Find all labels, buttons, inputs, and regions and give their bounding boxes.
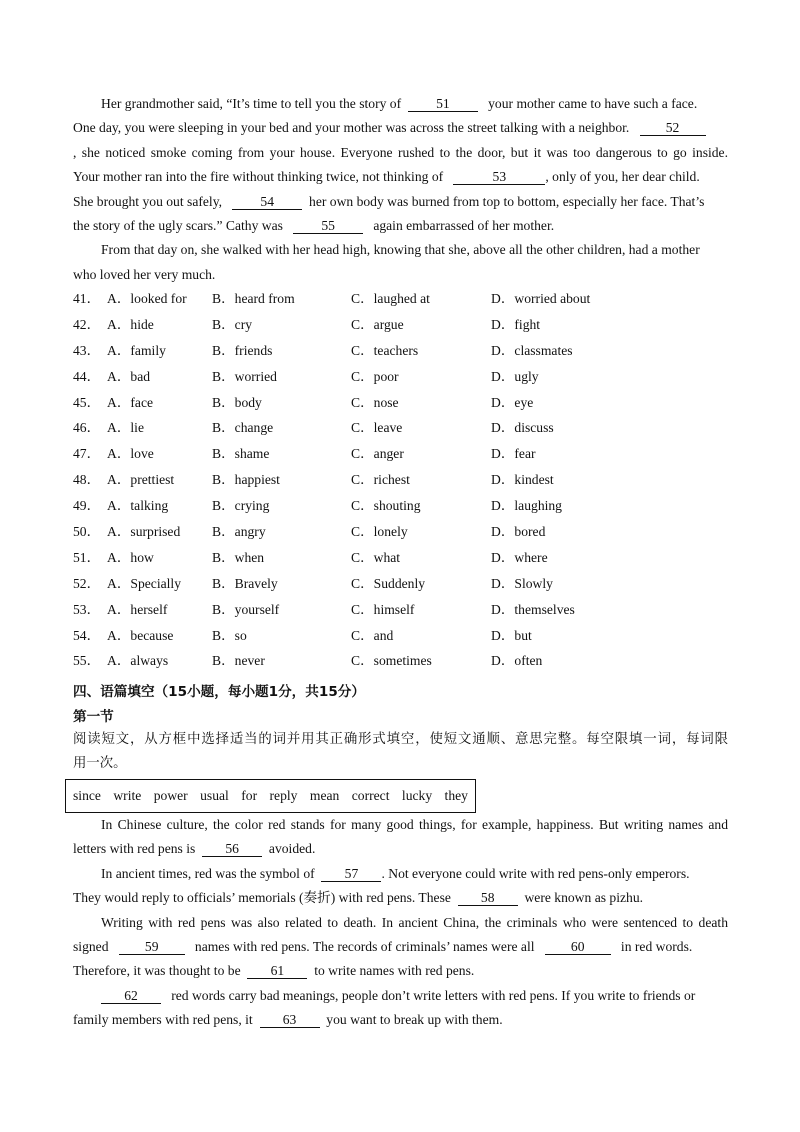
passage-line: , she noticed smoke coming from your house. Everyone rushed to the door, but it was too dangerous to go inside. <box>73 144 728 160</box>
option-row <box>73 390 728 416</box>
option-a[interactable]: A．prettiest <box>107 472 175 488</box>
option-b[interactable]: B．friends <box>212 342 273 358</box>
passage-line: They would reply to officials’ memorials (奏折) with red pens. These 58 were known as pizhu. <box>73 890 644 906</box>
option-b[interactable]: B．change <box>212 420 274 436</box>
word-box-word: write <box>113 788 142 803</box>
passage-line: Her grandmother said, “It’s time to tell you the story of 51 your mother came to have such a face. <box>101 96 698 111</box>
option-d[interactable]: D．where <box>491 549 548 565</box>
option-c[interactable]: C．leave <box>351 420 403 436</box>
option-b[interactable]: B．worried <box>212 368 277 384</box>
option-row <box>73 493 728 519</box>
option-d[interactable]: D．eye <box>491 394 534 410</box>
blank-62[interactable]: 62 <box>101 988 161 1004</box>
passage-line: Your mother ran into the fire without thinking twice, not thinking of 53 , only of you, her dear child. <box>73 169 700 185</box>
word-box-word: reply <box>269 788 298 803</box>
option-row <box>73 623 728 649</box>
passage-line: She brought you out safely, 54 her own body was burned from top to bottom, especially her face. That’s <box>73 193 705 209</box>
word-box-word: mean <box>309 788 340 803</box>
option-d[interactable]: D．Slowly <box>491 575 553 591</box>
part-title: 第一节 <box>73 709 114 725</box>
option-b[interactable]: B．Bravely <box>212 575 278 591</box>
option-b[interactable]: B．crying <box>212 498 270 514</box>
option-c[interactable]: C．laughed at <box>351 291 430 306</box>
word-box-word: usual <box>200 788 229 803</box>
option-c[interactable]: C．argue <box>351 316 404 332</box>
question-number: 45． <box>73 394 101 410</box>
option-row <box>73 545 728 571</box>
blank-51[interactable]: 51 <box>408 96 478 112</box>
word-box-word: correct <box>351 788 390 803</box>
question-number: 53． <box>73 601 101 617</box>
question-number: 50． <box>73 524 101 540</box>
option-d[interactable]: D．classmates <box>491 342 573 358</box>
passage-line: Therefore, it was thought to be 61 to write names with red pens. <box>73 963 475 979</box>
blank-59[interactable]: 59 <box>119 939 185 955</box>
option-row <box>73 338 728 364</box>
question-number: 52． <box>73 575 101 591</box>
option-a[interactable]: A．face <box>107 394 154 410</box>
option-row <box>73 364 728 390</box>
passage-line: signed 59 names with red pens. The records of criminals’ names were all 60 in red words. <box>73 938 693 954</box>
option-d[interactable]: D．themselves <box>491 601 575 617</box>
option-c[interactable]: C．poor <box>351 368 399 384</box>
blank-54[interactable]: 54 <box>232 194 302 210</box>
passage-line: the story of the ugly scars.” Cathy was 55 again embarrassed of her mother. <box>73 217 555 233</box>
question-number: 51． <box>73 549 101 565</box>
option-row <box>73 441 728 467</box>
options-list <box>73 286 728 674</box>
option-a[interactable]: A．surprised <box>107 524 181 540</box>
question-number: 55． <box>73 653 101 669</box>
option-a[interactable]: A．family <box>107 342 166 358</box>
question-number: 49． <box>73 498 101 514</box>
question-number: 46． <box>73 420 101 436</box>
passage-line: Writing with red pens was also related to death. In ancient China, the criminals who were sentenced to death <box>101 914 728 930</box>
option-d[interactable]: D．worried about <box>491 291 591 306</box>
passage-line: family members with red pens, it 63 you want to break up with them. <box>73 1012 503 1028</box>
option-row <box>73 571 728 597</box>
passage-red-pens <box>73 813 728 1033</box>
blank-60[interactable]: 60 <box>545 939 611 955</box>
option-a[interactable]: A．Specially <box>107 575 181 591</box>
passage-line: who loved her very much. <box>73 266 216 282</box>
passage-line: In ancient times, red was the symbol of 57 . Not everyone could write with red pens-only emperors. <box>101 865 690 881</box>
option-c[interactable]: C．himself <box>351 601 415 617</box>
option-row <box>73 286 728 312</box>
option-d[interactable]: D．fight <box>491 316 541 332</box>
option-c[interactable]: C．shouting <box>351 498 421 514</box>
word-box-word: they <box>444 788 468 803</box>
option-d[interactable]: D．bored <box>491 524 546 540</box>
option-c[interactable]: C．and <box>351 627 394 643</box>
blank-53[interactable]: 53 <box>453 169 545 185</box>
option-row <box>73 312 728 338</box>
blank-56[interactable]: 56 <box>202 841 262 857</box>
word-box-word: for <box>241 788 258 803</box>
section-title: 四、语篇填空（15小题，每小题1分，共15分） <box>73 684 365 700</box>
option-b[interactable]: B．happiest <box>212 472 280 488</box>
question-number: 48． <box>73 472 101 488</box>
option-b[interactable]: B．so <box>212 627 247 643</box>
option-a[interactable]: A．bad <box>107 368 151 384</box>
option-b[interactable]: B．when <box>212 549 265 565</box>
option-a[interactable]: A．herself <box>107 601 168 617</box>
option-a[interactable]: A．talking <box>107 498 169 514</box>
option-b[interactable]: B．yourself <box>212 601 280 617</box>
option-c[interactable]: C．sometimes <box>351 653 432 669</box>
option-d[interactable]: D．discuss <box>491 420 554 436</box>
option-b[interactable]: B．body <box>212 394 262 410</box>
option-d[interactable]: D．often <box>491 653 543 669</box>
word-box-word: since <box>73 788 101 803</box>
option-row <box>73 467 728 493</box>
option-b[interactable]: B．heard from <box>212 291 295 306</box>
blank-61[interactable]: 61 <box>247 963 307 979</box>
option-d[interactable]: D．fear <box>491 446 536 462</box>
option-row <box>73 415 728 441</box>
option-c[interactable]: C．what <box>351 549 401 565</box>
question-number: 54． <box>73 627 101 643</box>
question-number: 42． <box>73 316 101 332</box>
option-c[interactable]: C．Suddenly <box>351 575 426 591</box>
passage-line: One day, you were sleeping in your bed and your mother was across the street talking with a neighbor. 52 <box>73 116 728 140</box>
option-c[interactable]: C．lonely <box>351 524 408 540</box>
word-box <box>65 779 476 813</box>
instruction: 阅读短文，从方框中选择适当的词并用其正确形式填空，使短文通顺、意思完整。每空限填一词，每词限 用一次。 <box>73 732 728 772</box>
question-number: 44． <box>73 368 101 384</box>
option-a[interactable]: A．always <box>107 653 169 669</box>
passage-line: From that day on, she walked with her head high, knowing that she, above all the other children, had a mother <box>101 242 700 258</box>
option-b[interactable]: B．shame <box>212 446 270 462</box>
word-box-word: lucky <box>401 788 433 803</box>
option-c[interactable]: C．anger <box>351 446 404 462</box>
option-d[interactable]: D．but <box>491 627 532 643</box>
option-a[interactable]: A．looked for <box>107 291 187 306</box>
blank-57[interactable]: 57 <box>321 866 381 882</box>
option-c[interactable]: C．nose <box>351 394 399 410</box>
passage-line: letters with red pens is 56 avoided. <box>73 841 316 857</box>
option-row <box>73 648 728 674</box>
option-row <box>73 597 728 623</box>
option-b[interactable]: B．never <box>212 653 265 669</box>
option-d[interactable]: D．laughing <box>491 498 562 514</box>
passage-line: In Chinese culture, the color red stands for many good things, for example, happiness. But writing names and <box>101 817 728 832</box>
option-b[interactable]: B．angry <box>212 524 266 540</box>
option-d[interactable]: D．kindest <box>491 472 554 488</box>
question-number: 41． <box>73 291 101 306</box>
option-a[interactable]: A．hide <box>107 316 154 332</box>
blank-58[interactable]: 58 <box>458 890 518 906</box>
option-row <box>73 519 728 545</box>
option-a[interactable]: A．lie <box>107 420 144 436</box>
blank-63[interactable]: 63 <box>260 1012 320 1028</box>
blank-52[interactable]: 52 <box>640 120 706 136</box>
option-d[interactable]: D．ugly <box>491 368 539 384</box>
option-a[interactable]: A．because <box>107 627 174 643</box>
word-box-word: power <box>153 788 188 803</box>
option-a[interactable]: A．love <box>107 446 154 462</box>
option-c[interactable]: C．richest <box>351 472 410 488</box>
option-c[interactable]: C．teachers <box>351 342 419 358</box>
question-number: 47． <box>73 446 101 462</box>
blank-55[interactable]: 55 <box>293 218 363 234</box>
passage-ending <box>73 92 728 287</box>
option-a[interactable]: A．how <box>107 549 154 565</box>
option-b[interactable]: B．cry <box>212 316 253 332</box>
question-number: 43． <box>73 342 101 358</box>
passage-line: 62 red words carry bad meanings, people don’t write letters with red pens. If you write to friends or <box>73 984 728 1008</box>
